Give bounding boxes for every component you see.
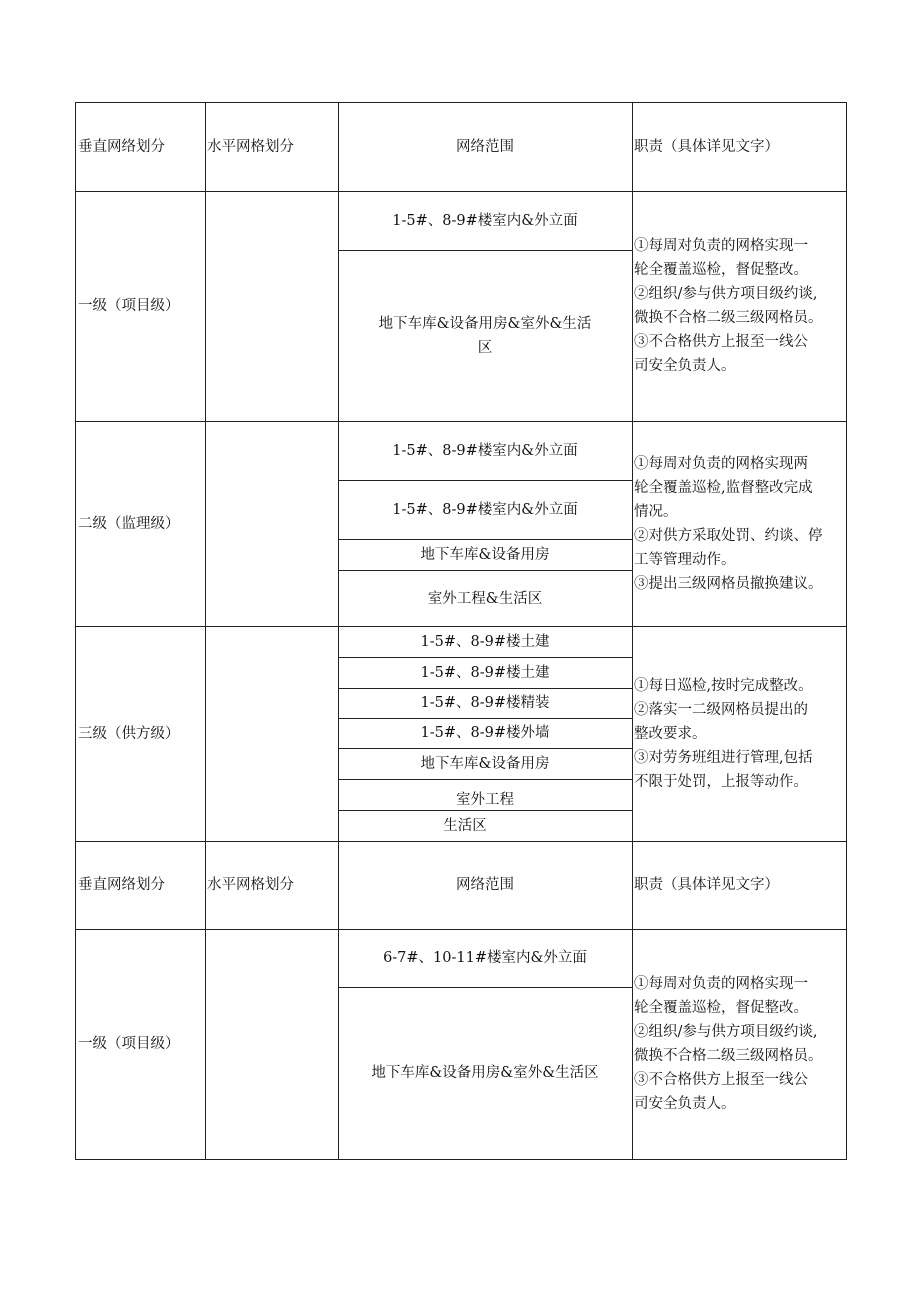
range-line: 区 — [477, 340, 493, 356]
duty-line: 司安全负责人。 — [634, 358, 736, 374]
duty-line: 司安全负责人。 — [634, 1096, 736, 1112]
range-cell: 室外工程 — [456, 792, 514, 808]
duty-line: ③不合格供方上报至一线公 — [634, 334, 808, 350]
range-cell: 1-5#、8-9#楼土建 — [420, 664, 550, 681]
duties-cell — [632, 929, 846, 1159]
duty-line: 不限于处罚，上报等动作。 — [634, 773, 808, 790]
header-network-range: 网络范围 — [456, 139, 514, 155]
duty-line: ②组织/参与供方项目级约谈, — [634, 1024, 818, 1040]
duty-line: 微换不合格二级三级网格员。 — [634, 310, 823, 326]
duties-cell — [632, 421, 846, 626]
level-cell: 一级（项目级） — [78, 298, 180, 314]
header-network-range: 网络范围 — [456, 877, 514, 893]
level-cell: 三级（供方级） — [78, 725, 180, 742]
header-duties: 职责（具体详见文字） — [634, 877, 779, 893]
column-divider — [205, 103, 206, 1159]
duties-cell — [632, 191, 846, 421]
range-cell: 1-5#、8-9#楼外墙 — [420, 725, 550, 741]
range-cell: 1-5#、8-9#楼室内&外立面 — [392, 501, 578, 518]
range-cell: 1-5#、8-9#楼室内&外立面 — [392, 442, 578, 459]
grid-responsibility-table — [75, 102, 847, 1160]
duties-cell — [632, 626, 846, 841]
duty-line: ③对劳务班组进行管理,包括 — [634, 749, 813, 766]
range-cell: 生活区 — [443, 817, 487, 834]
duty-line: ①每周对负责的网格实现一 — [634, 238, 808, 254]
duty-line: 情况。 — [634, 503, 678, 520]
duty-line: ②落实一二级网格员提出的 — [634, 701, 808, 718]
range-cell: 1-5#、8-9#楼室内&外立面 — [392, 212, 578, 229]
range-cell: 1-5#、8-9#楼土建 — [420, 633, 550, 650]
duty-line: ①每日巡检,按时完成整改。 — [634, 677, 813, 694]
range-cell: 室外工程&生活区 — [427, 591, 543, 607]
range-line: 地下车库&设备用房&室外&生活 — [378, 316, 592, 332]
level-cell: 二级（监理级） — [78, 515, 180, 532]
duty-line: 轮全覆盖巡检，督促整改。 — [634, 262, 808, 278]
range-cell: 1-5#、8-9#楼精装 — [420, 695, 550, 711]
range-cell: 地下车库&设备用房&室外&生活区 — [371, 1065, 599, 1081]
duty-line: 轮全覆盖巡检,监督整改完成 — [634, 479, 813, 496]
duty-line: 整改要求。 — [634, 725, 707, 742]
duty-line: 轮全覆盖巡检，督促整改。 — [634, 1000, 808, 1016]
duty-line: 工等管理动作。 — [634, 551, 736, 568]
duty-line: ①每周对负责的网格实现一 — [634, 976, 808, 992]
duty-line: ③不合格供方上报至一线公 — [634, 1072, 808, 1088]
duty-line: ②对供方采取处罚、约谈、停 — [634, 527, 823, 544]
header-vertical-division: 垂直网络划分 — [78, 877, 165, 893]
range-cell: 地下车库&设备用房 — [420, 755, 550, 772]
duty-line: ③提出三级网格员撤换建议。 — [634, 575, 823, 592]
duty-line: ②组织/参与供方项目级约谈, — [634, 286, 818, 302]
range-cell — [338, 250, 632, 421]
range-cell: 地下车库&设备用房 — [420, 546, 550, 563]
range-cell: 6-7#、10-11#楼室内&外立面 — [383, 950, 587, 966]
duty-line: 微换不合格二级三级网格员。 — [634, 1048, 823, 1064]
header-vertical-division: 垂直网络划分 — [78, 139, 165, 155]
level-cell: 一级（项目级） — [78, 1036, 180, 1052]
header-horizontal-division: 水平网格划分 — [207, 877, 294, 893]
header-horizontal-division: 水平网格划分 — [207, 139, 294, 155]
header-duties: 职责（具体详见文字） — [634, 139, 779, 155]
duty-line: ①每周对负责的网格实现两 — [634, 455, 808, 472]
